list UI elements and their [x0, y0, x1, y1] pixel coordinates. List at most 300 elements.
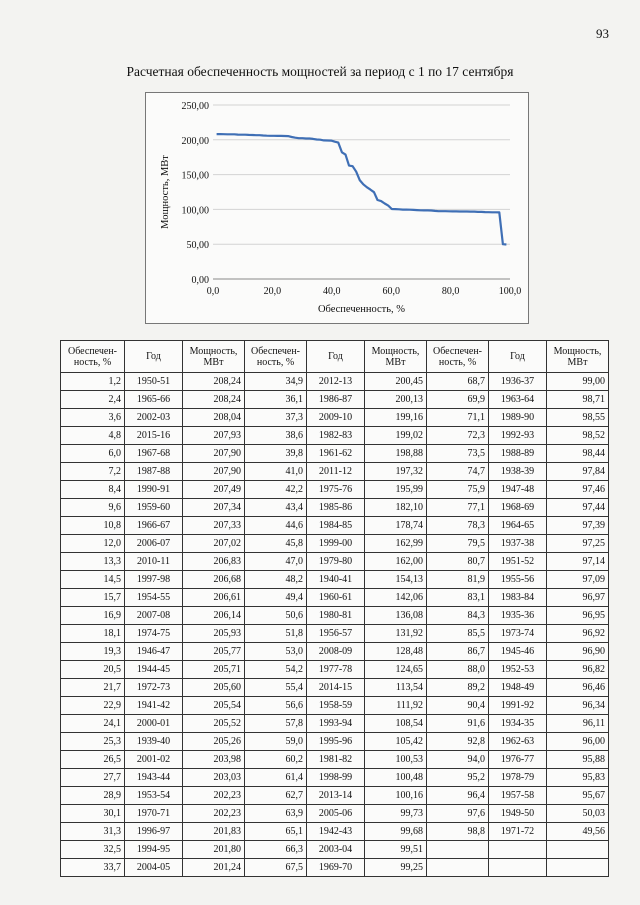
table-cell: 1982-83	[307, 427, 365, 445]
table-cell: 206,83	[183, 553, 245, 571]
table-cell: 1987-88	[125, 463, 183, 481]
table-cell: 95,83	[547, 769, 609, 787]
table-cell: 162,99	[365, 535, 427, 553]
table-cell: 2001-02	[125, 751, 183, 769]
x-tick-label: 60,0	[382, 286, 400, 297]
table-cell: 203,98	[183, 751, 245, 769]
table-cell	[427, 859, 489, 877]
table-cell: 96,95	[547, 607, 609, 625]
table-cell: 199,02	[365, 427, 427, 445]
table-cell: 1969-70	[307, 859, 365, 877]
table-cell: 1945-46	[489, 643, 547, 661]
table-cell: 99,51	[365, 841, 427, 859]
table-cell: 1981-82	[307, 751, 365, 769]
table-row	[61, 625, 609, 643]
table-cell: 1954-55	[125, 589, 183, 607]
table-cell: 84,3	[427, 607, 489, 625]
table-cell: 1978-79	[489, 769, 547, 787]
table-row	[61, 517, 609, 535]
table-cell: 1984-85	[307, 517, 365, 535]
table-cell: 81,9	[427, 571, 489, 589]
table-cell: 2011-12	[307, 463, 365, 481]
table-cell: 2013-14	[307, 787, 365, 805]
table-cell: 62,7	[245, 787, 307, 805]
table-cell: 33,7	[61, 859, 125, 877]
table-cell: 99,25	[365, 859, 427, 877]
table-cell: 1935-36	[489, 607, 547, 625]
table-cell: 2,4	[61, 391, 125, 409]
table-cell: 131,92	[365, 625, 427, 643]
column-header: Год	[307, 341, 365, 373]
table-cell: 207,02	[183, 535, 245, 553]
table-cell: 1971-72	[489, 823, 547, 841]
table-cell: 97,25	[547, 535, 609, 553]
table-cell: 1992-93	[489, 427, 547, 445]
table-cell: 1958-59	[307, 697, 365, 715]
table-cell: 98,71	[547, 391, 609, 409]
table-cell: 21,7	[61, 679, 125, 697]
table-cell: 1991-92	[489, 697, 547, 715]
table-cell: 96,46	[547, 679, 609, 697]
table-cell: 1967-68	[125, 445, 183, 463]
table-cell: 53,0	[245, 643, 307, 661]
table-cell: 59,0	[245, 733, 307, 751]
column-header: Обеспечен-ность, %	[427, 341, 489, 373]
table-cell: 1947-48	[489, 481, 547, 499]
table-cell: 45,8	[245, 535, 307, 553]
table-cell: 92,8	[427, 733, 489, 751]
table-cell: 208,24	[183, 373, 245, 391]
table-cell: 2009-10	[307, 409, 365, 427]
y-tick-label: 0,00	[191, 275, 209, 286]
table-row	[61, 589, 609, 607]
table-cell: 1950-51	[125, 373, 183, 391]
table-cell: 2014-15	[307, 679, 365, 697]
table-cell: 2015-16	[125, 427, 183, 445]
table-cell: 95,2	[427, 769, 489, 787]
table-cell: 1939-40	[125, 733, 183, 751]
table-cell: 1968-69	[489, 499, 547, 517]
x-axis-label: Обеспеченность, %	[317, 304, 406, 315]
table-cell: 43,4	[245, 499, 307, 517]
table-cell: 99,73	[365, 805, 427, 823]
table-cell: 75,9	[427, 481, 489, 499]
table-cell: 1998-99	[307, 769, 365, 787]
table-cell: 96,92	[547, 625, 609, 643]
table-cell: 54,2	[245, 661, 307, 679]
table-cell: 205,60	[183, 679, 245, 697]
table-cell: 203,03	[183, 769, 245, 787]
table-cell: 1990-91	[125, 481, 183, 499]
table-row	[61, 553, 609, 571]
table-cell: 1938-39	[489, 463, 547, 481]
table-cell: 198,88	[365, 445, 427, 463]
y-tick-label: 250,00	[181, 101, 209, 112]
table-cell: 49,56	[547, 823, 609, 841]
table-cell: 100,16	[365, 787, 427, 805]
table-cell: 205,71	[183, 661, 245, 679]
table-cell: 9,6	[61, 499, 125, 517]
table-cell: 1995-96	[307, 733, 365, 751]
y-axis-label: Мощность, МВт	[160, 155, 171, 229]
x-tick-label: 0,0	[206, 286, 220, 297]
table-cell: 1965-66	[125, 391, 183, 409]
table-row	[61, 409, 609, 427]
table-cell: 36,1	[245, 391, 307, 409]
table-cell: 94,0	[427, 751, 489, 769]
table-cell: 7,2	[61, 463, 125, 481]
table-cell: 202,23	[183, 787, 245, 805]
table-cell: 1976-77	[489, 751, 547, 769]
column-header: Год	[125, 341, 183, 373]
table-cell: 25,3	[61, 733, 125, 751]
y-tick-label: 50,00	[186, 240, 209, 252]
table-cell: 205,54	[183, 697, 245, 715]
table-cell: 100,53	[365, 751, 427, 769]
page-number: 93	[596, 26, 609, 41]
table-cell	[489, 841, 547, 859]
table-cell: 1986-87	[307, 391, 365, 409]
table-cell: 32,5	[61, 841, 125, 859]
table-cell: 1975-76	[307, 481, 365, 499]
table-cell: 1996-97	[125, 823, 183, 841]
table-cell: 207,93	[183, 427, 245, 445]
table-cell: 97,39	[547, 517, 609, 535]
table-cell: 1940-41	[307, 571, 365, 589]
table-cell: 80,7	[427, 553, 489, 571]
table-cell: 98,52	[547, 427, 609, 445]
table-cell: 205,26	[183, 733, 245, 751]
table-cell: 207,34	[183, 499, 245, 517]
x-tick-label: 40,0	[323, 286, 341, 297]
table-cell: 1977-78	[307, 661, 365, 679]
table-row	[61, 373, 609, 391]
table-cell: 15,7	[61, 589, 125, 607]
chart-frame	[145, 92, 529, 324]
table-cell: 19,3	[61, 643, 125, 661]
table-cell: 74,7	[427, 463, 489, 481]
table-cell: 208,24	[183, 391, 245, 409]
column-header: Год	[489, 341, 547, 373]
table-cell: 69,9	[427, 391, 489, 409]
table-row	[61, 607, 609, 625]
table-cell: 27,7	[61, 769, 125, 787]
table-row	[61, 733, 609, 751]
table-cell: 111,92	[365, 697, 427, 715]
table-cell: 207,90	[183, 463, 245, 481]
table-cell: 96,90	[547, 643, 609, 661]
table-cell: 1956-57	[307, 625, 365, 643]
table-cell: 34,9	[245, 373, 307, 391]
table-cell: 1941-42	[125, 697, 183, 715]
table-cell: 1934-35	[489, 715, 547, 733]
table-cell: 1959-60	[125, 499, 183, 517]
x-tick-label: 20,0	[263, 286, 282, 297]
table-cell: 100,48	[365, 769, 427, 787]
table-row	[61, 859, 609, 877]
table-cell: 97,6	[427, 805, 489, 823]
table-cell: 1949-50	[489, 805, 547, 823]
table-row	[61, 463, 609, 481]
table-cell: 60,2	[245, 751, 307, 769]
table-cell: 18,1	[61, 625, 125, 643]
table-cell: 1952-53	[489, 661, 547, 679]
table-row	[61, 769, 609, 787]
table-cell: 1963-64	[489, 391, 547, 409]
table-cell: 95,67	[547, 787, 609, 805]
column-header: Мощность, МВт	[183, 341, 245, 373]
table-header-row	[61, 341, 609, 373]
table-cell: 113,54	[365, 679, 427, 697]
table-cell: 1937-38	[489, 535, 547, 553]
table-cell: 2004-05	[125, 859, 183, 877]
table-cell	[489, 859, 547, 877]
table-cell: 8,4	[61, 481, 125, 499]
table-cell: 41,0	[245, 463, 307, 481]
table-cell: 1988-89	[489, 445, 547, 463]
table-cell: 77,1	[427, 499, 489, 517]
table-cell: 1953-54	[125, 787, 183, 805]
table-cell: 1993-94	[307, 715, 365, 733]
table-cell: 2008-09	[307, 643, 365, 661]
table-row	[61, 697, 609, 715]
table-cell: 199,16	[365, 409, 427, 427]
table-cell: 1,2	[61, 373, 125, 391]
table-cell: 78,3	[427, 517, 489, 535]
table-cell: 50,03	[547, 805, 609, 823]
table-cell: 97,09	[547, 571, 609, 589]
series-line	[217, 134, 507, 244]
table-cell: 1997-98	[125, 571, 183, 589]
table-cell: 61,4	[245, 769, 307, 787]
table-cell: 1951-52	[489, 553, 547, 571]
table-cell: 205,52	[183, 715, 245, 733]
table-cell: 1962-63	[489, 733, 547, 751]
table-cell: 12,0	[61, 535, 125, 553]
table-cell: 99,68	[365, 823, 427, 841]
table-cell: 30,1	[61, 805, 125, 823]
table-cell: 2010-11	[125, 553, 183, 571]
table-cell: 89,2	[427, 679, 489, 697]
table-cell: 205,93	[183, 625, 245, 643]
table-cell: 97,46	[547, 481, 609, 499]
table-cell: 68,7	[427, 373, 489, 391]
table-cell: 1948-49	[489, 679, 547, 697]
table-cell: 28,9	[61, 787, 125, 805]
table-cell: 206,14	[183, 607, 245, 625]
table-cell: 2002-03	[125, 409, 183, 427]
table-cell: 96,00	[547, 733, 609, 751]
table-row	[61, 481, 609, 499]
table-row	[61, 427, 609, 445]
table-cell: 47,0	[245, 553, 307, 571]
table-cell: 96,34	[547, 697, 609, 715]
table-row	[61, 751, 609, 769]
table-cell	[427, 841, 489, 859]
table-cell: 197,32	[365, 463, 427, 481]
table-row	[61, 661, 609, 679]
table-cell: 38,6	[245, 427, 307, 445]
table-cell: 178,74	[365, 517, 427, 535]
table-cell: 98,55	[547, 409, 609, 427]
table-cell: 2003-04	[307, 841, 365, 859]
table-cell: 202,23	[183, 805, 245, 823]
table-cell: 48,2	[245, 571, 307, 589]
table-cell: 1964-65	[489, 517, 547, 535]
table-cell: 1989-90	[489, 409, 547, 427]
table-row	[61, 391, 609, 409]
table-cell: 1983-84	[489, 589, 547, 607]
table-cell: 49,4	[245, 589, 307, 607]
table-cell: 1985-86	[307, 499, 365, 517]
table-cell: 55,4	[245, 679, 307, 697]
table-cell: 97,84	[547, 463, 609, 481]
table-cell: 63,9	[245, 805, 307, 823]
table-cell: 2007-08	[125, 607, 183, 625]
table-cell: 20,5	[61, 661, 125, 679]
table-row	[61, 841, 609, 859]
table-cell: 26,5	[61, 751, 125, 769]
table-cell: 154,13	[365, 571, 427, 589]
table-cell: 24,1	[61, 715, 125, 733]
table-row	[61, 499, 609, 517]
table-cell: 208,04	[183, 409, 245, 427]
table-cell: 6,0	[61, 445, 125, 463]
table-cell: 1970-71	[125, 805, 183, 823]
table-cell: 83,1	[427, 589, 489, 607]
table-cell: 201,24	[183, 859, 245, 877]
table-cell: 79,5	[427, 535, 489, 553]
table-cell: 37,3	[245, 409, 307, 427]
table-cell: 205,77	[183, 643, 245, 661]
table-cell: 1973-74	[489, 625, 547, 643]
table-cell: 67,5	[245, 859, 307, 877]
y-tick-label: 200,00	[181, 135, 209, 147]
table-cell: 1999-00	[307, 535, 365, 553]
table-cell: 2012-13	[307, 373, 365, 391]
table-cell: 95,88	[547, 751, 609, 769]
table-cell: 136,08	[365, 607, 427, 625]
table-cell: 73,5	[427, 445, 489, 463]
table-cell: 13,3	[61, 553, 125, 571]
table-cell: 200,45	[365, 373, 427, 391]
table-cell: 1961-62	[307, 445, 365, 463]
table-cell: 96,4	[427, 787, 489, 805]
y-tick-label: 100,00	[181, 205, 209, 217]
table-cell: 97,44	[547, 499, 609, 517]
column-header: Обеспечен-ность, %	[61, 341, 125, 373]
table-row	[61, 823, 609, 841]
table-cell: 1957-58	[489, 787, 547, 805]
table-cell: 66,3	[245, 841, 307, 859]
table-cell: 51,8	[245, 625, 307, 643]
table-row	[61, 679, 609, 697]
table-cell: 16,9	[61, 607, 125, 625]
table-cell: 98,44	[547, 445, 609, 463]
table-row	[61, 805, 609, 823]
table-cell: 2006-07	[125, 535, 183, 553]
table-cell: 124,65	[365, 661, 427, 679]
table-row	[61, 715, 609, 733]
table-cell: 50,6	[245, 607, 307, 625]
table-cell: 201,80	[183, 841, 245, 859]
table-cell: 142,06	[365, 589, 427, 607]
table-row	[61, 787, 609, 805]
column-header: Мощность, МВт	[547, 341, 609, 373]
table-cell: 201,83	[183, 823, 245, 841]
table-cell: 65,1	[245, 823, 307, 841]
y-tick-label: 150,00	[181, 170, 209, 182]
table-cell: 182,10	[365, 499, 427, 517]
table-cell: 200,13	[365, 391, 427, 409]
table-cell: 1942-43	[307, 823, 365, 841]
line-chart	[146, 93, 528, 323]
table-cell: 105,42	[365, 733, 427, 751]
table-cell: 1972-73	[125, 679, 183, 697]
table-cell: 96,11	[547, 715, 609, 733]
table-cell: 1979-80	[307, 553, 365, 571]
table-cell: 206,61	[183, 589, 245, 607]
table-cell: 207,33	[183, 517, 245, 535]
table-cell: 1974-75	[125, 625, 183, 643]
table-cell: 1966-67	[125, 517, 183, 535]
table-cell: 86,7	[427, 643, 489, 661]
table-cell: 1944-45	[125, 661, 183, 679]
table-cell: 72,3	[427, 427, 489, 445]
table-cell: 99,00	[547, 373, 609, 391]
table-cell: 44,6	[245, 517, 307, 535]
table-cell: 195,99	[365, 481, 427, 499]
table-cell: 96,82	[547, 661, 609, 679]
table-cell: 85,5	[427, 625, 489, 643]
table-cell: 39,8	[245, 445, 307, 463]
table-cell: 2005-06	[307, 805, 365, 823]
table-cell: 97,14	[547, 553, 609, 571]
table-cell: 98,8	[427, 823, 489, 841]
table-cell: 3,6	[61, 409, 125, 427]
table-cell: 22,9	[61, 697, 125, 715]
table-cell: 1936-37	[489, 373, 547, 391]
table-cell: 31,3	[61, 823, 125, 841]
table-cell: 1994-95	[125, 841, 183, 859]
column-header: Обеспечен-ность, %	[245, 341, 307, 373]
table-cell: 4,8	[61, 427, 125, 445]
page-title: Расчетная обеспеченность мощностей за период с 1 по 17 сентября	[126, 64, 514, 79]
table-cell: 1946-47	[125, 643, 183, 661]
table-cell: 1960-61	[307, 589, 365, 607]
table-cell: 96,97	[547, 589, 609, 607]
table-cell: 91,6	[427, 715, 489, 733]
table-row	[61, 571, 609, 589]
table-cell: 90,4	[427, 697, 489, 715]
table-cell	[547, 841, 609, 859]
x-tick-label: 80,0	[441, 286, 460, 297]
table-cell: 207,49	[183, 481, 245, 499]
table-cell: 2000-01	[125, 715, 183, 733]
table-cell: 207,90	[183, 445, 245, 463]
table-cell: 14,5	[61, 571, 125, 589]
table-cell: 162,00	[365, 553, 427, 571]
table-cell: 128,48	[365, 643, 427, 661]
table-cell: 206,68	[183, 571, 245, 589]
column-header: Мощность, МВт	[365, 341, 427, 373]
table-cell: 10,8	[61, 517, 125, 535]
table-cell	[547, 859, 609, 877]
table-row	[61, 643, 609, 661]
table-cell: 71,1	[427, 409, 489, 427]
table-cell: 108,54	[365, 715, 427, 733]
table-row	[61, 445, 609, 463]
